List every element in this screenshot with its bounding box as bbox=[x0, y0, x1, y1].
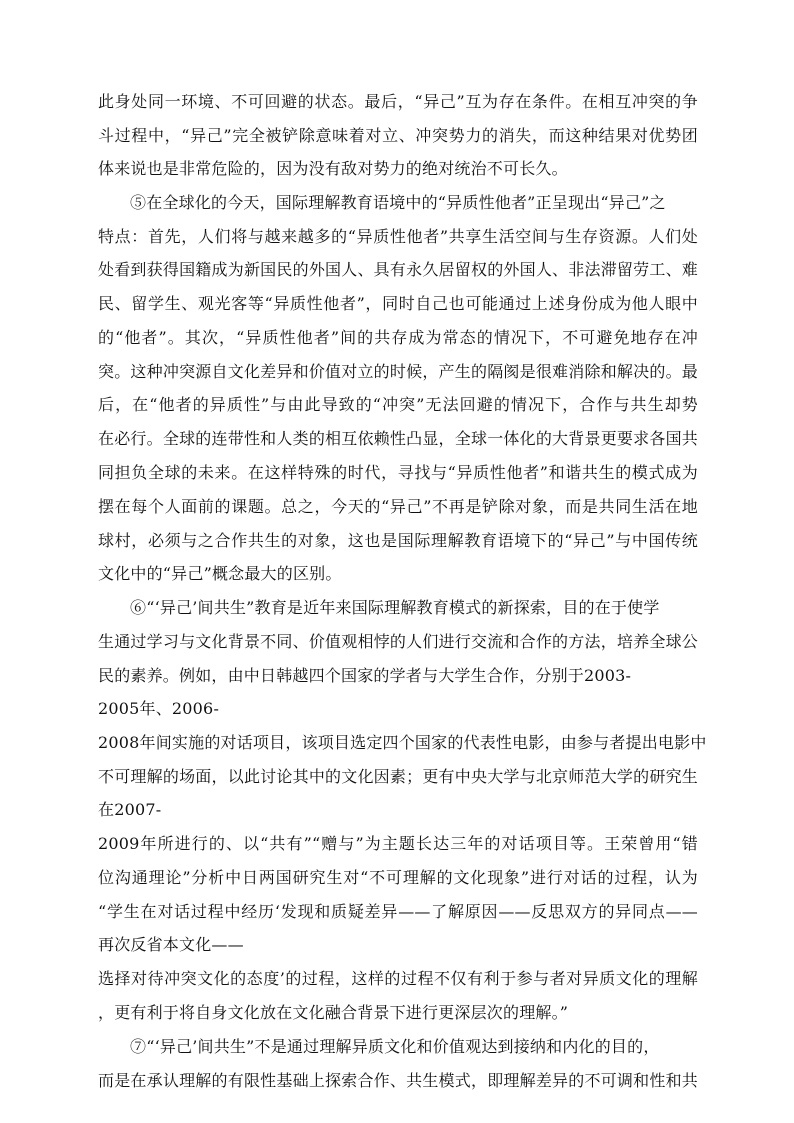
paragraph-line: 在必行。全球的连带性和人类的相互依赖性凸显，全球一体化的大背景更要求各国共 bbox=[98, 429, 698, 448]
paragraph-line: 位沟通理论”分析中日两国研究生对“不可理解的文化现象”进行对话的过程，认为 bbox=[98, 868, 698, 887]
paragraph-line: 的“他者”。其次，“异质性他者”间的共存成为常态的情况下，不可避免地存在冲 bbox=[98, 328, 698, 347]
paragraph-line: 2005年、2006- bbox=[98, 699, 220, 718]
paragraph-line: “学生在对话过程中经历‘发现和质疑差异——了解原因——反思双方的异同点—— bbox=[98, 902, 698, 921]
paragraph-line: 选择对待冲突文化的态度’的过程，这样的过程不仅有利于参与者对异质文化的理解 bbox=[98, 969, 698, 988]
paragraph-line: 在2007- bbox=[98, 800, 162, 819]
paragraph-line: 特点：首先，人们将与越来越多的“异质性他者”共享生活空间与生存资源。人们处 bbox=[98, 227, 698, 246]
paragraph-line: 同担负全球的未来。在这样特殊的时代，寻找与“异质性他者”和谐共生的模式成为 bbox=[98, 463, 698, 482]
paragraph-line: 摆在每个人面前的课题。总之，今天的“异己”不再是铲除对象，而是共同生活在地 bbox=[98, 497, 698, 516]
paragraph-line: 球村，必须与之合作共生的对象，这也是国际理解教育语境下的“异己”与中国传统 bbox=[98, 531, 698, 550]
paragraph-line: 体来说也是非常危险的，因为没有敌对势力的绝对统治不可长久。 bbox=[98, 159, 568, 178]
paragraph-line: 2009年所进行的、以“共有”“赠与”为主题长达三年的对话项目等。王荣曾用“错 bbox=[98, 834, 698, 853]
paragraph-line: 生通过学习与文化背景不同、价值观相悖的人们进行交流和合作的方法，培养全球公 bbox=[98, 632, 698, 651]
paragraph-line: 斗过程中，“异己”完全被铲除意味着对立、冲突势力的消失，而这种结果对优势团 bbox=[98, 126, 698, 145]
paragraph-line: 不可理解的场面，以此讨论其中的文化因素；更有中央大学与北京师范大学的研究生 bbox=[98, 767, 698, 786]
paragraph-line: ⑦“‘异己’间共生”不是通过理解异质文化和价值观达到接纳和内化的目的， bbox=[130, 1037, 660, 1056]
paragraph-line: 民、留学生、观光客等“异质性他者”，同时自己也可能通过上述身份成为他人眼中 bbox=[98, 294, 698, 313]
paragraph-line: 2008年间实施的对话项目，该项目选定四个国家的代表性电影，由参与者提出电影中 bbox=[98, 733, 707, 752]
paragraph-line: ，更有利于将自身文化放在文化融合背景下进行更深层次的理解。” bbox=[98, 1003, 569, 1022]
paragraph-line: ⑥“‘异己’间共生”教育是近年来国际理解教育模式的新探索，目的在于使学 bbox=[130, 598, 660, 617]
paragraph-line: 后，在“他者的异质性”与由此导致的“冲突”无法回避的情况下，合作与共生却势 bbox=[98, 395, 698, 414]
paragraph-line: 再次反省本文化—— bbox=[98, 935, 244, 954]
paragraph-line: 民的素养。例如，由中日韩越四个国家的学者与大学生合作，分别于2003- bbox=[98, 666, 632, 685]
paragraph-line: 此身处同一环境、不可回避的状态。最后，“异己”互为存在条件。在相互冲突的争 bbox=[98, 92, 698, 111]
paragraph-line: 处看到获得国籍成为新国民的外国人、具有永久居留权的外国人、非法滞留劳工、难 bbox=[98, 260, 698, 279]
paragraph-line: 文化中的“异己”概念最大的区别。 bbox=[98, 564, 342, 583]
paragraph-line: 突。这种冲突源自文化差异和价值对立的时候，产生的隔阂是很难消除和解决的。最 bbox=[98, 362, 698, 381]
paragraph-line: 而是在承认理解的有限性基础上探索合作、共生模式，即理解差异的不可调和性和共 bbox=[98, 1071, 698, 1090]
paragraph-line: ⑤在全球化的今天，国际理解教育语境中的“异质性他者”正呈现出“异己”之 bbox=[130, 193, 666, 212]
